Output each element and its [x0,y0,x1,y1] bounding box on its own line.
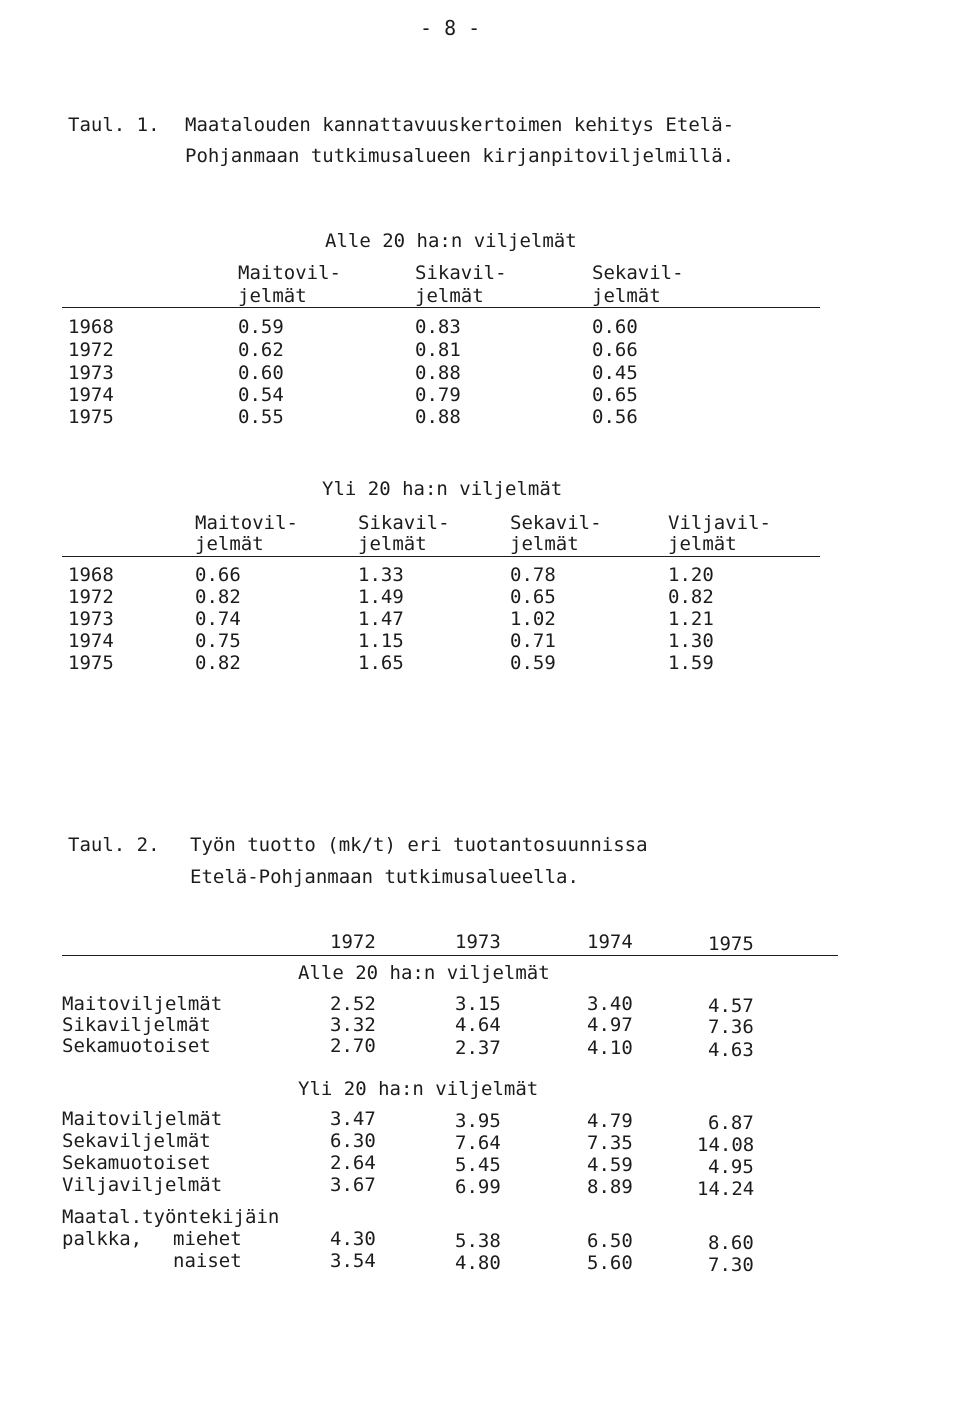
value-cell: 3.67 [330,1174,376,1196]
value-cell: 2.70 [330,1035,376,1057]
value-cell: 4.57 [708,995,754,1017]
row-label: Maitoviljelmät [62,993,223,1015]
value-cell: 8.60 [708,1232,754,1254]
value-cell: 0.54 [238,384,284,406]
value-cell: 5.60 [587,1252,633,1274]
value-cell: 0.88 [415,406,461,428]
value-cell: 14.08 [697,1134,755,1156]
row-label: naiset [173,1250,242,1272]
t1b-col-header: jelmät [195,533,264,555]
t1a-col-header: jelmät [238,285,307,307]
value-cell: 1.20 [668,564,714,586]
value-cell: 5.45 [455,1154,501,1176]
value-cell: 0.62 [238,339,284,361]
value-cell: 2.37 [455,1037,501,1059]
value-cell: 0.82 [195,586,241,608]
table1-section-b-heading: Yli 20 ha:n viljelmät [322,478,563,500]
value-cell: 4.63 [708,1039,754,1061]
value-cell: 2.64 [330,1152,376,1174]
table2-rule [62,955,838,956]
year-header: 1975 [708,933,754,955]
value-cell: 1.02 [510,608,556,630]
value-cell: 0.79 [415,384,461,406]
year-cell: 1968 [68,564,114,586]
year-cell: 1972 [68,339,114,361]
value-cell: 0.83 [415,316,461,338]
value-cell: 4.95 [708,1156,754,1178]
value-cell: 0.81 [415,339,461,361]
value-cell: 0.66 [592,339,638,361]
value-cell: 0.82 [195,652,241,674]
value-cell: 1.49 [358,586,404,608]
year-header: 1972 [330,931,376,953]
value-cell: 0.66 [195,564,241,586]
value-cell: 0.59 [238,316,284,338]
table2-label: Taul. 2. [68,834,160,856]
table2-title-line1: Työn tuotto (mk/t) eri tuotantosuunnissa [190,834,648,856]
value-cell: 6.99 [455,1176,501,1198]
value-cell: 0.60 [592,316,638,338]
year-cell: 1975 [68,652,114,674]
value-cell: 3.54 [330,1250,376,1272]
row-label: Sekaviljelmät [62,1130,211,1152]
value-cell: 0.71 [510,630,556,652]
page-number: - 8 - [420,16,481,40]
table1-label: Taul. 1. [68,114,160,136]
value-cell: 0.75 [195,630,241,652]
row-label: Maitoviljelmät [62,1108,223,1130]
value-cell: 0.55 [238,406,284,428]
t1a-col-header: jelmät [592,285,661,307]
value-cell: 0.82 [668,586,714,608]
row-label: Sekamuotoiset [62,1152,211,1174]
table1-section-a-heading: Alle 20 ha:n viljelmät [325,230,577,252]
value-cell: 0.78 [510,564,556,586]
value-cell: 1.59 [668,652,714,674]
value-cell: 4.64 [455,1014,501,1036]
value-cell: 0.45 [592,362,638,384]
t1b-col-header: Viljavil- [668,512,771,534]
value-cell: 2.52 [330,993,376,1015]
row-label: Viljaviljelmät [62,1174,223,1196]
value-cell: 1.21 [668,608,714,630]
value-cell: 4.97 [587,1014,633,1036]
t1b-col-header: jelmät [358,533,427,555]
value-cell: 1.30 [668,630,714,652]
value-cell: 4.79 [587,1110,633,1132]
year-header: 1973 [455,931,501,953]
value-cell: 3.95 [455,1110,501,1132]
value-cell: 4.10 [587,1037,633,1059]
value-cell: 8.89 [587,1176,633,1198]
row-label: Sekamuotoiset [62,1035,211,1057]
value-cell: 7.30 [708,1254,754,1276]
t1a-col-header: jelmät [415,285,484,307]
t1a-col-header: Sikavil- [415,262,507,284]
value-cell: 0.74 [195,608,241,630]
value-cell: 1.47 [358,608,404,630]
value-cell: 1.65 [358,652,404,674]
t1a-col-header: Sekavil- [592,262,684,284]
value-cell: 0.59 [510,652,556,674]
year-cell: 1974 [68,630,114,652]
row-label: Sikaviljelmät [62,1014,211,1036]
table1-title-line2: Pohjanmaan tutkimusalueen kirjanpitoviljelmillä. [185,145,735,167]
value-cell: 6.30 [330,1130,376,1152]
t1a-col-header: Maitovil- [238,262,341,284]
value-cell: 4.80 [455,1252,501,1274]
year-cell: 1973 [68,362,114,384]
value-cell: 1.15 [358,630,404,652]
t1b-col-header: jelmät [510,533,579,555]
t1b-col-header: jelmät [668,533,737,555]
value-cell: 3.15 [455,993,501,1015]
value-cell: 0.65 [592,384,638,406]
t1b-col-header: Sekavil- [510,512,602,534]
value-cell: 7.35 [587,1132,633,1154]
year-cell: 1974 [68,384,114,406]
table1-section-b-rule [62,556,820,557]
value-cell: 6.50 [587,1230,633,1252]
value-cell: 3.32 [330,1014,376,1036]
wages-row-label: palkka, [62,1228,143,1250]
year-header: 1974 [587,931,633,953]
table1-title-line1: Maatalouden kannattavuuskertoimen kehitys Etelä- [185,114,735,136]
value-cell: 3.47 [330,1108,376,1130]
value-cell: 4.30 [330,1228,376,1250]
table2-section-b-heading: Yli 20 ha:n viljelmät [298,1078,539,1100]
value-cell: 0.88 [415,362,461,384]
table2-title-line2: Etelä-Pohjanmaan tutkimusalueella. [190,866,579,888]
table2-section-a-heading: Alle 20 ha:n viljelmät [298,962,550,984]
value-cell: 0.56 [592,406,638,428]
t1b-col-header: Maitovil- [195,512,298,534]
wages-heading: Maatal.työntekijäin [62,1206,280,1228]
value-cell: 1.33 [358,564,404,586]
year-cell: 1968 [68,316,114,338]
t1b-col-header: Sikavil- [358,512,450,534]
table1-section-a-rule [62,307,820,308]
value-cell: 5.38 [455,1230,501,1252]
year-cell: 1975 [68,406,114,428]
value-cell: 4.59 [587,1154,633,1176]
value-cell: 14.24 [697,1178,755,1200]
value-cell: 6.87 [708,1112,754,1134]
year-cell: 1972 [68,586,114,608]
year-cell: 1973 [68,608,114,630]
value-cell: 7.36 [708,1016,754,1038]
value-cell: 0.60 [238,362,284,384]
row-label: miehet [173,1228,242,1250]
value-cell: 0.65 [510,586,556,608]
value-cell: 3.40 [587,993,633,1015]
value-cell: 7.64 [455,1132,501,1154]
